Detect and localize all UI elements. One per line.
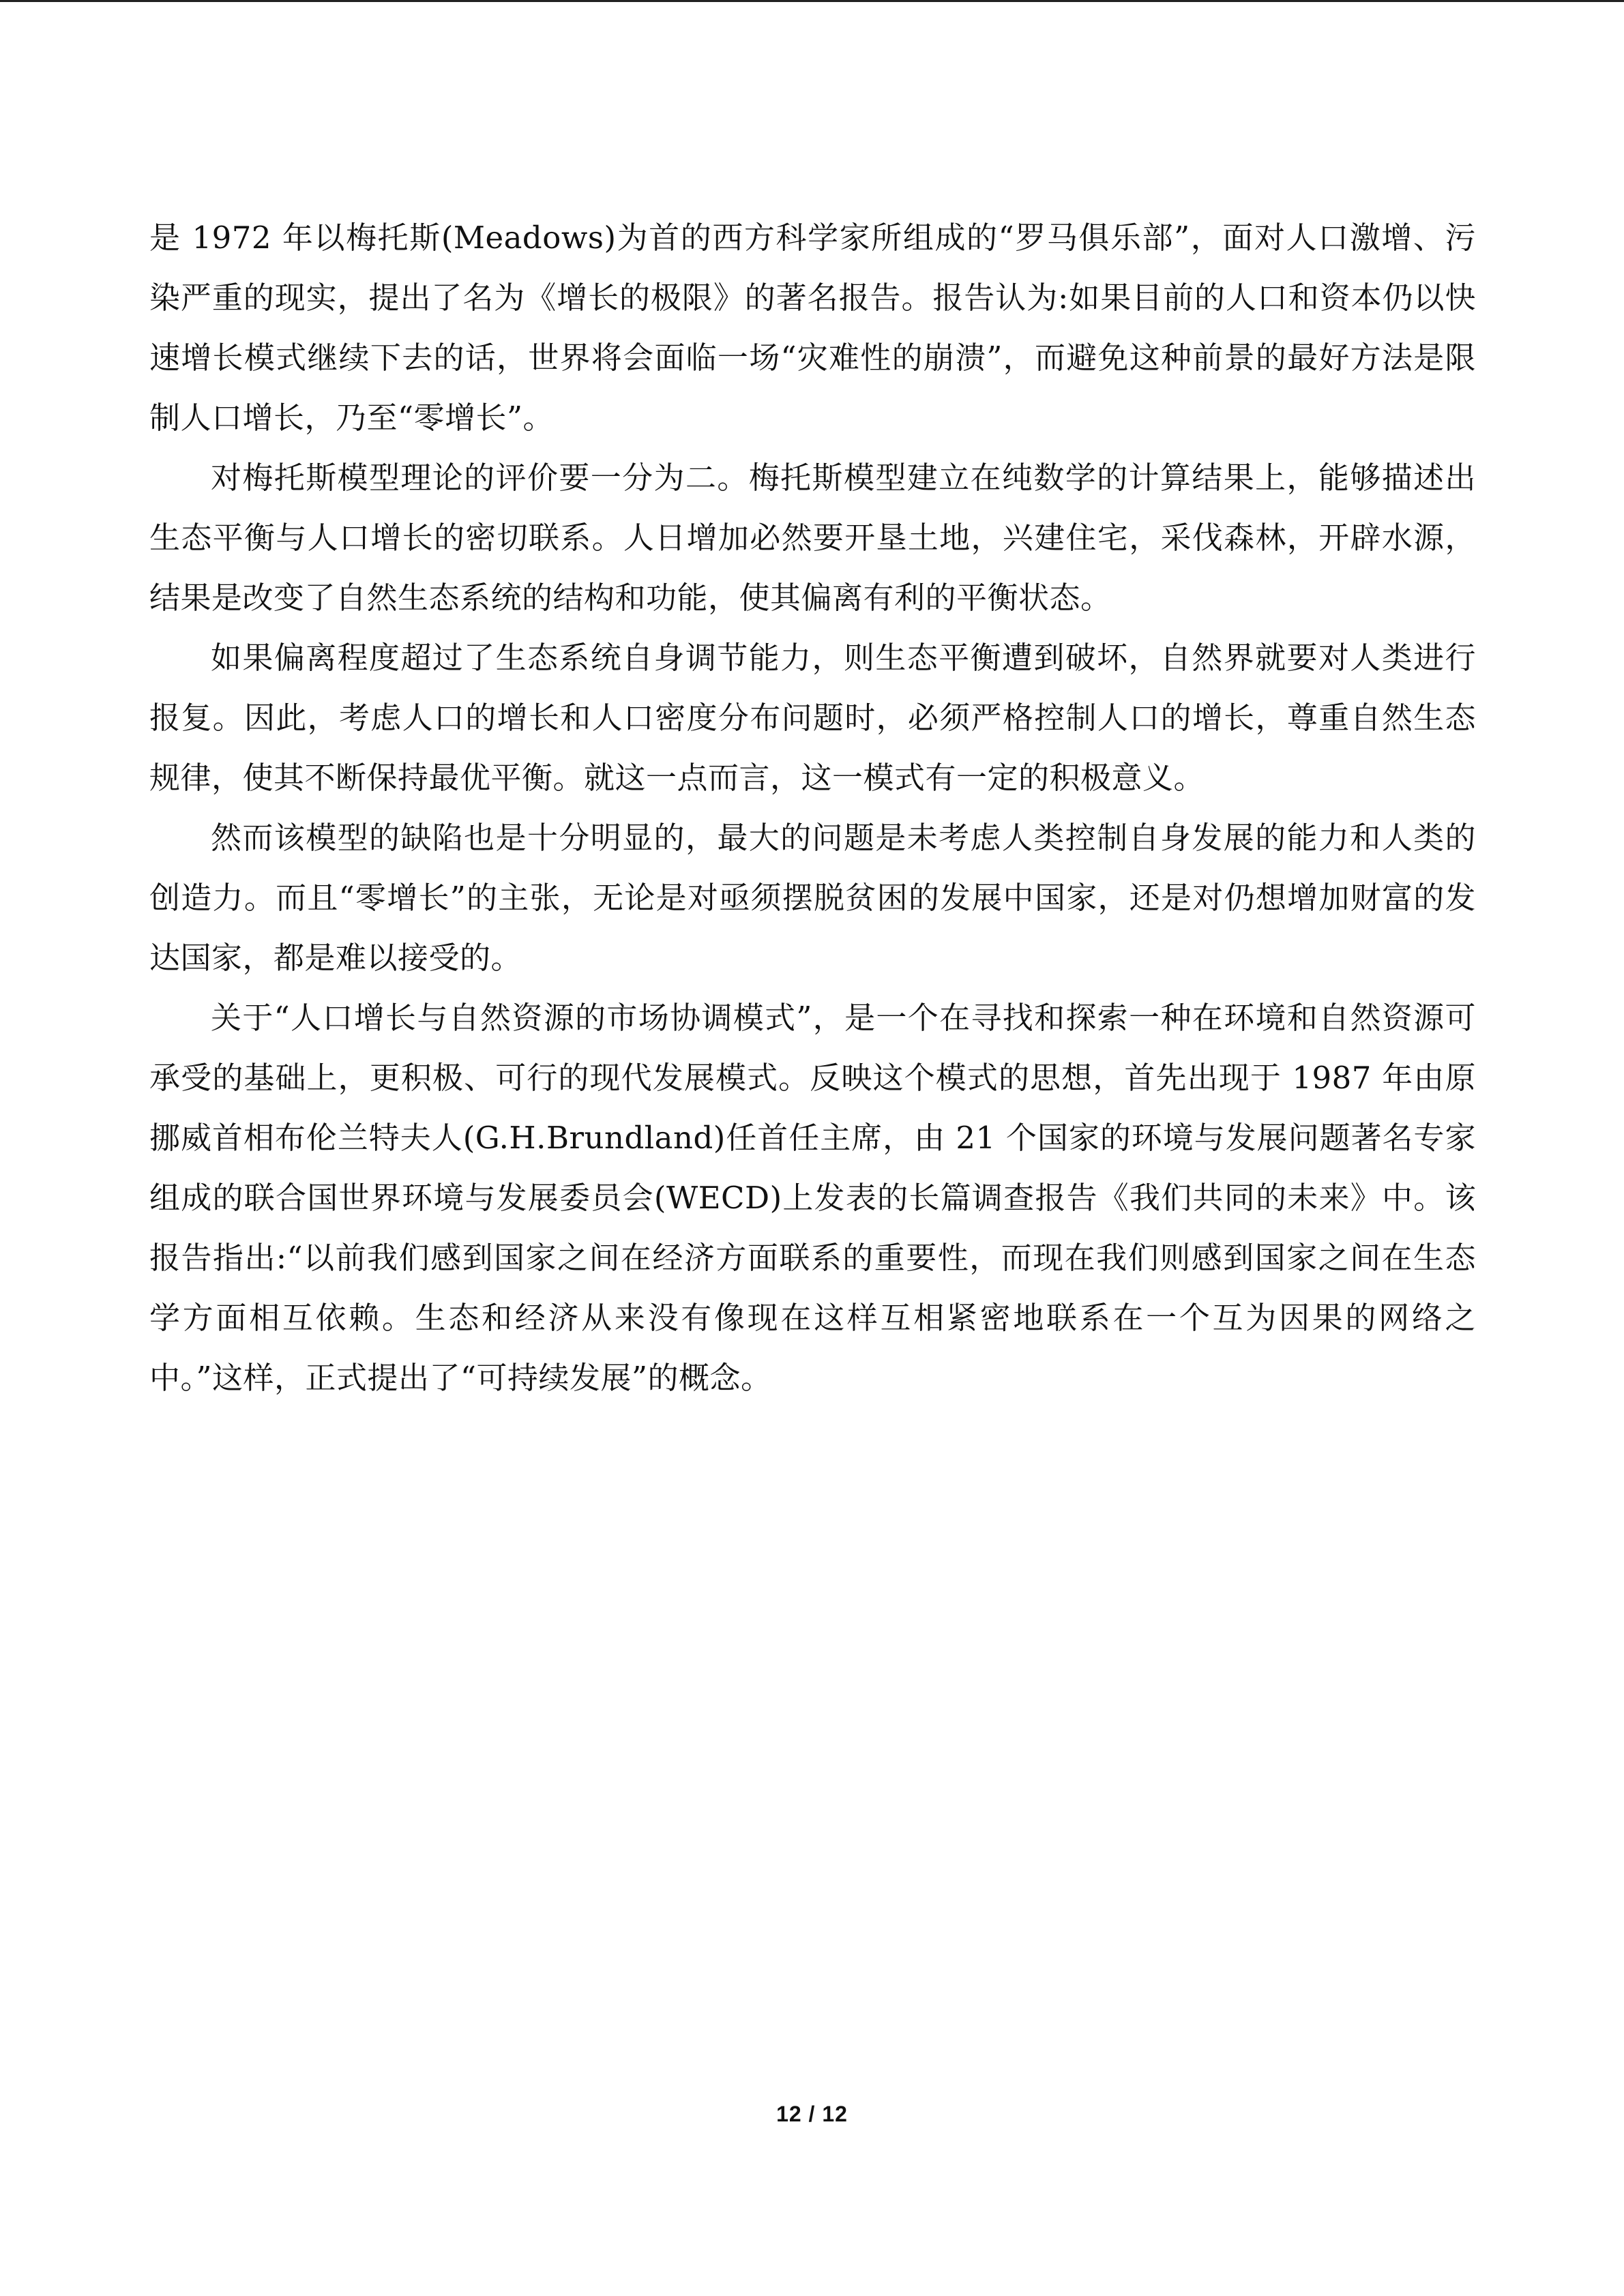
paragraph-3: 如果偏离程度超过了生态系统自身调节能力，则生态平衡遭到破坏，自然界就要对人类进行报复。因此，考虑人口的增长和人口密度分布问题时，必须严格控制人口的增长，尊重自然生态规律，使其不断保持最优平衡。就这一点而言，这一模式有一定的积极意义。	[149, 640, 1476, 796]
page-number: 12 / 12	[776, 2102, 848, 2126]
paragraph-1: 是 1972 年以梅托斯(Meadows)为首的西方科学家所组成的“罗马俱乐部”，面对人口激增、污染严重的现实，提出了名为《增长的极限》的著名报告。报告认为:如果目前的人口和资本仍以快速增长模式继续下去的话，世界将会面临一场“灾难性的崩溃”，而避免这种前景的最好方法是限制人口增长，乃至“零增长”。	[149, 220, 1476, 436]
paragraph-4: 然而该模型的缺陷也是十分明显的，最大的问题是未考虑人类控制自身发展的能力和人类的创造力。而且“零增长”的主张，无论是对亟须摆脱贫困的发展中国家，还是对仍想增加财富的发达国家，都是难以接受的。	[149, 820, 1476, 976]
paragraph-2: 对梅托斯模型理论的评价要一分为二。梅托斯模型建立在纯数学的计算结果上，能够描述出生态平衡与人口增长的密切联系。人日增加必然要开垦土地，兴建住宅，采伐森林，开辟水源，结果是改变了自然生态系统的结构和功能，使其偏离有利的平衡状态。	[149, 460, 1476, 616]
body-text	[149, 208, 1476, 1408]
paragraph-5: 关于“人口增长与自然资源的市场协调模式”，是一个在寻找和探索一种在环境和自然资源可承受的基础上，更积极、可行的现代发展模式。反映这个模式的思想，首先出现于 1987 年由原挪威首相布伦兰特夫人(G.H.Brundland)任首任主席，由 21 个国家的环境与发展问题著名专家组成的联合国世界环境与发展委员会(WECD)上发表的长篇调查报告《我们共同的未来》中。该报告指出:“以前我们感到国家之间在经济方面联系的重要性，而现在我们则感到国家之间在生态学方面相互依赖。生态和经济从来没有像现在这样互相紧密地联系在一个互为因果的网络之中。”这样，正式提出了“可持续发展”的概念。	[149, 1000, 1476, 1396]
top-border-line	[0, 0, 1624, 2]
